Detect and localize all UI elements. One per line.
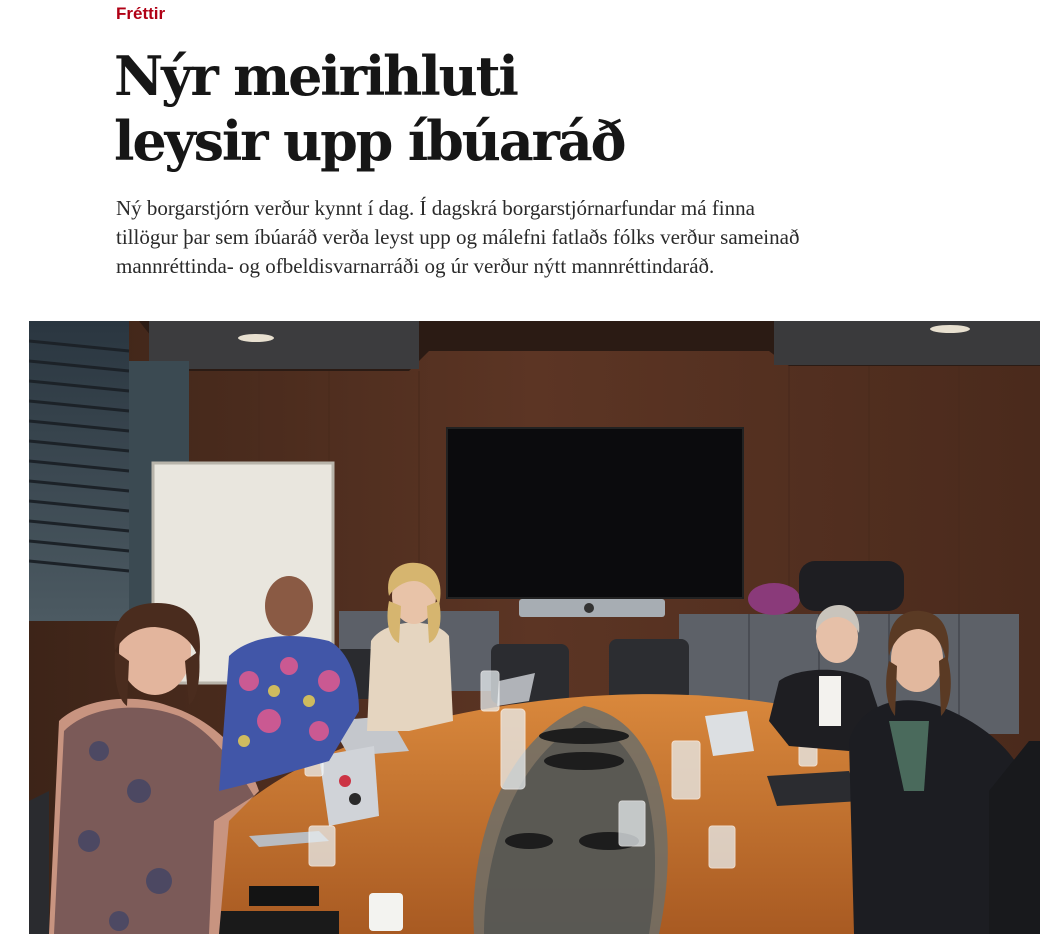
headline [114, 44, 894, 174]
headline-line: Nýr meirihluti [114, 44, 517, 108]
hero-photo[interactable] [29, 321, 1040, 934]
lead-paragraph [116, 194, 896, 281]
lead-line: tillögur þar sem íbúaráð verða leyst upp og málefni fatlaðs fólks verður sameinað [116, 225, 800, 249]
lead-line: Ný borgarstjórn verður kynnt í dag. Í dagskrá borgarstjórnarfundar má finna [116, 196, 755, 220]
meeting-room-photo [29, 321, 1040, 934]
headline-line: leysir upp íbúaráð [114, 109, 625, 173]
lead-line: mannréttinda- og ofbeldisvarnarráði og úr verður nýtt mannréttindaráð. [116, 254, 715, 278]
category-link[interactable]: Fréttir [116, 4, 166, 23]
